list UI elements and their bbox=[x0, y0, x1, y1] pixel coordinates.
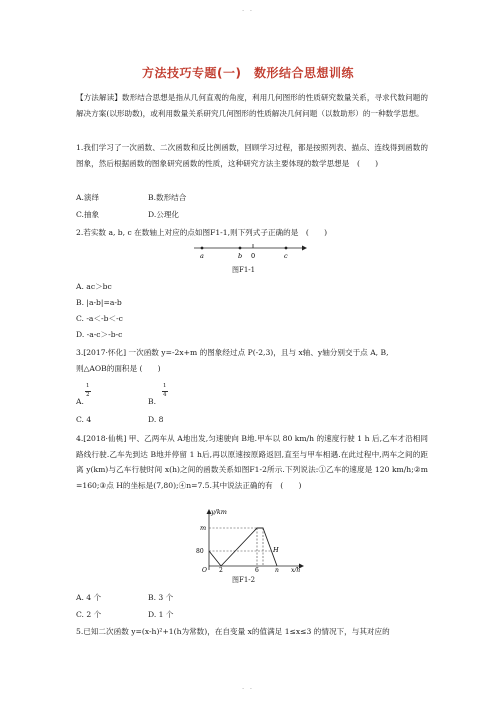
y-axis-label: y/km bbox=[211, 508, 227, 516]
y-tick-m: m bbox=[200, 524, 207, 532]
q1-option-c: C.抽象 bbox=[76, 210, 100, 219]
q1-stem: 1.我们学习了一次函数、二次函数和反比例函数，回顾学习过程，都是按照列表、描点、连线得到函数的图象，然后根据函数的图象研究函数的性质，这种研究方法主要体现的数学思想是 ( ) bbox=[76, 143, 428, 168]
intro-paragraph: 【方法解读】数形结合思想是指从几何直观的角度，利用几何图形的性质研究数量关系，寻求代数问题的解决方案(以形助数)，或利用数量关系研究几何图形的性质解决几何问题（以数助形）的一种数学思想。 bbox=[76, 93, 428, 118]
origin-label: O bbox=[202, 567, 207, 572]
axis-label-c: c bbox=[284, 252, 288, 260]
q1-option-d: D.公理化 bbox=[148, 210, 180, 219]
x-tick-n: n bbox=[275, 567, 279, 572]
q3-option-c: C. 4 bbox=[76, 415, 92, 424]
q4-option-d: D. 1 个 bbox=[148, 610, 174, 619]
q3-option-d: D. 8 bbox=[148, 415, 164, 424]
axis-label-zero: 0 bbox=[251, 252, 256, 260]
q3-option-a-numerator: 1 bbox=[86, 383, 90, 389]
header-dots: · · bbox=[242, 8, 254, 15]
q5-stem: 5.已知二次函数 y=(x-h)²+1(h为常数)，在自变量 x的值满足 1≤x≤3 的情况下，与其对应的 bbox=[76, 627, 390, 636]
number-line-figure bbox=[190, 240, 310, 264]
q4-option-a: A. 4 个 bbox=[76, 593, 102, 602]
q3-option-b-prefix: B. bbox=[148, 397, 156, 406]
distance-time-graph bbox=[195, 508, 307, 572]
x-tick-6: 6 bbox=[255, 567, 259, 572]
distance-curve bbox=[209, 528, 277, 566]
figure-caption-f1-2: 图F1-2 bbox=[232, 576, 256, 584]
q1-option-a: A.演绎 bbox=[76, 193, 100, 202]
point-h-label: H bbox=[273, 546, 279, 554]
q2-option-a: A. ac＞bc bbox=[76, 282, 112, 291]
q3-option-a-prefix: A. bbox=[76, 397, 84, 406]
q4-stem: 4.[2018·仙桃] 甲、乙两车从 A地出发,匀速驶向 B地.甲车以 80 km/h 的速度行驶 1 h 后,乙车才沿相同路线行驶.乙车先到达 B地并停留 1 h后,再以原速按原路返回,直至与甲车相遇.在此过程中,两车之间的距离 y(km)与乙车行驶时间 x(h)之间的函数关系如图F1-2所示.下列说法:①乙车的速度是 120 km/h;②m=160;③点 H的坐标是(7,80);④n=7.5.其中说法正确的有 ( ) bbox=[76, 434, 428, 490]
q3-option-b-denominator: 4 bbox=[163, 392, 167, 398]
point-a bbox=[201, 247, 204, 250]
x-tick-2: 2 bbox=[219, 567, 223, 572]
q3-option-a-denominator: 2 bbox=[86, 392, 90, 398]
q2-option-c: C. -a＜-b＜-c bbox=[76, 314, 123, 323]
q4-option-b: B. 3 个 bbox=[148, 593, 174, 602]
q2-stem: 2.若实数 a, b, c 在数轴上对应的点如图F1-1,则下列式子正确的是 ( ) bbox=[76, 228, 328, 237]
footer-dots: · · bbox=[242, 686, 254, 693]
figure-caption-f1-1: 图F1-1 bbox=[232, 266, 256, 274]
x-axis-label: x/h bbox=[291, 567, 301, 572]
q2-option-d: D. -a-c＞-b-c bbox=[76, 330, 123, 339]
q4-option-c: C. 2 个 bbox=[76, 610, 102, 619]
q3-stem-line1: 3.[2017·怀化] 一次函数 y=-2x+m 的图象经过点 P(-2,3)，且与 x轴、y轴分别交于点 A, B, bbox=[76, 348, 389, 357]
point-c bbox=[285, 247, 288, 250]
q3-option-b-numerator: 1 bbox=[163, 383, 167, 389]
q3-stem-line2: 则△AOB的面积是 ( ) bbox=[76, 364, 161, 373]
y-tick-80: 80 bbox=[196, 548, 204, 555]
axis-label-b: b bbox=[238, 252, 243, 260]
q1-option-b: B.数形结合 bbox=[148, 193, 187, 202]
point-b bbox=[239, 247, 242, 250]
q2-option-b: B. |a-b|=a-b bbox=[76, 298, 122, 307]
page-title: 方法技巧专题(一) 数形结合思想训练 bbox=[142, 66, 354, 80]
axis-label-a: a bbox=[200, 252, 204, 260]
